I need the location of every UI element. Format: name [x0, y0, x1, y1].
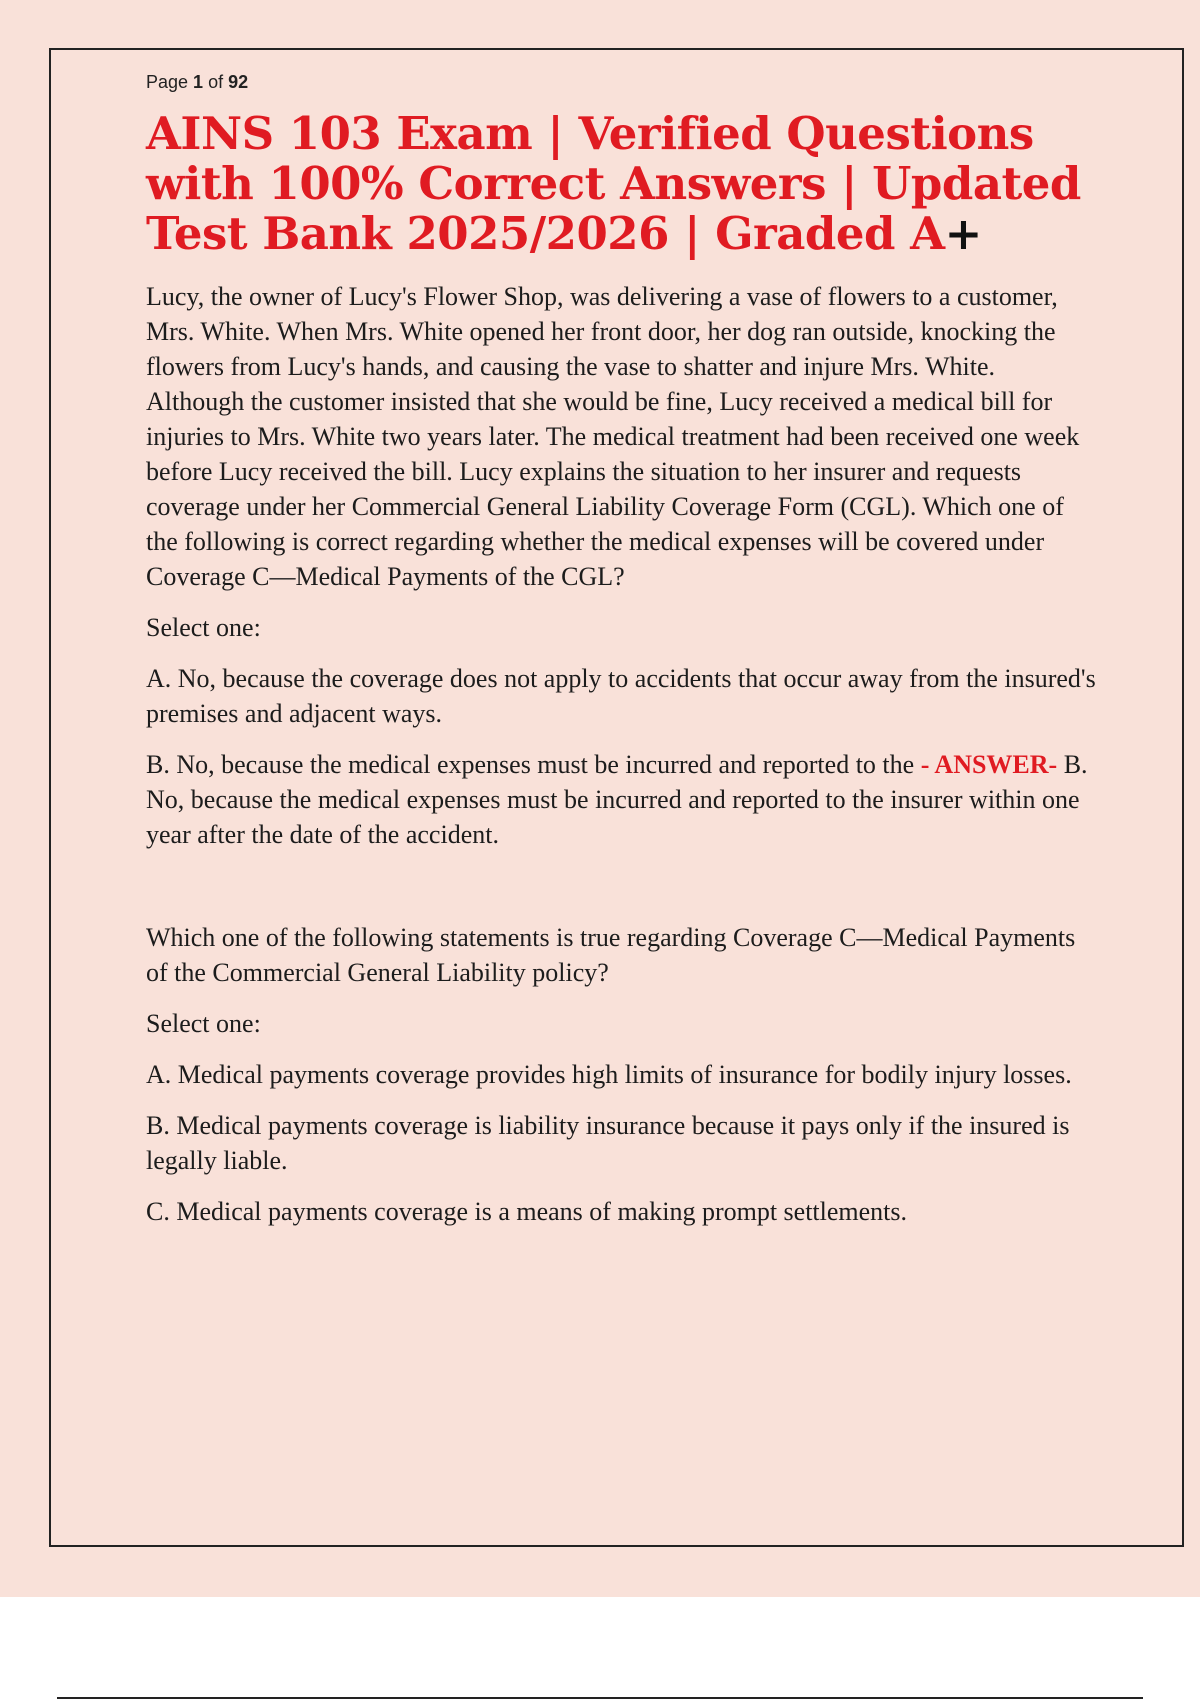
- question-2-text: Which one of the following statements is true regarding Coverage C—Medical Payments of the Commercial General Liability policy?: [146, 923, 1076, 987]
- document-title: AINS 103 Exam | Verified Questions with 100% Correct Answers | Updated Test Bank 2025/2026 | Graded A+: [146, 107, 1081, 260]
- total-pages: 92: [228, 72, 249, 92]
- question-1-option-b-answer: B. No, because the medical expenses must be incurred and reported to the - ANSWER- B. No, because the medical expenses must be incurred and reported to the insurer within one year after the date of the accident.: [146, 750, 1088, 849]
- question-2-option-c: C. Medical payments coverage is a means of making prompt settlements.: [146, 1197, 908, 1226]
- footer-divider: [57, 1697, 1143, 1699]
- question-1-option-a: A. No, because the coverage does not apply to accidents that occur away from the insured's premises and adjacent ways.: [146, 664, 1096, 728]
- document-content: [146, 72, 1096, 1245]
- question-1-text: Lucy, the owner of Lucy's Flower Shop, was delivering a vase of flowers to a customer, Mrs. White. When Mrs. White opened her front door, her dog ran outside, knocking the flowers from Lucy's hands, and causing the vase to shatter and injure Mrs. White. Although the customer insisted that she would be fine, Lucy received a medical bill for injuries to Mrs. White two years later. The medical treatment had been received one week before Lucy received the bill. Lucy explains the situation to her insurer and requests coverage under her Commercial General Liability Coverage Form (CGL). Which one of the following is correct regarding whether the medical expenses will be covered under Coverage C—Medical Payments of the CGL?: [146, 282, 1080, 591]
- current-page: 1: [193, 72, 204, 92]
- question-2-option-a: A. Medical payments coverage provides high limits of insurance for bodily injury losses.: [146, 1060, 1072, 1089]
- answer-label: - ANSWER-: [920, 750, 1058, 779]
- question-2-option-b: B. Medical payments coverage is liability insurance because it pays only if the insured is legally liable.: [146, 1111, 1070, 1175]
- question-2-select-prompt: Select one:: [146, 1009, 261, 1038]
- page-number: Page 1 of 92: [146, 72, 249, 92]
- question-1-select-prompt: Select one:: [146, 613, 261, 642]
